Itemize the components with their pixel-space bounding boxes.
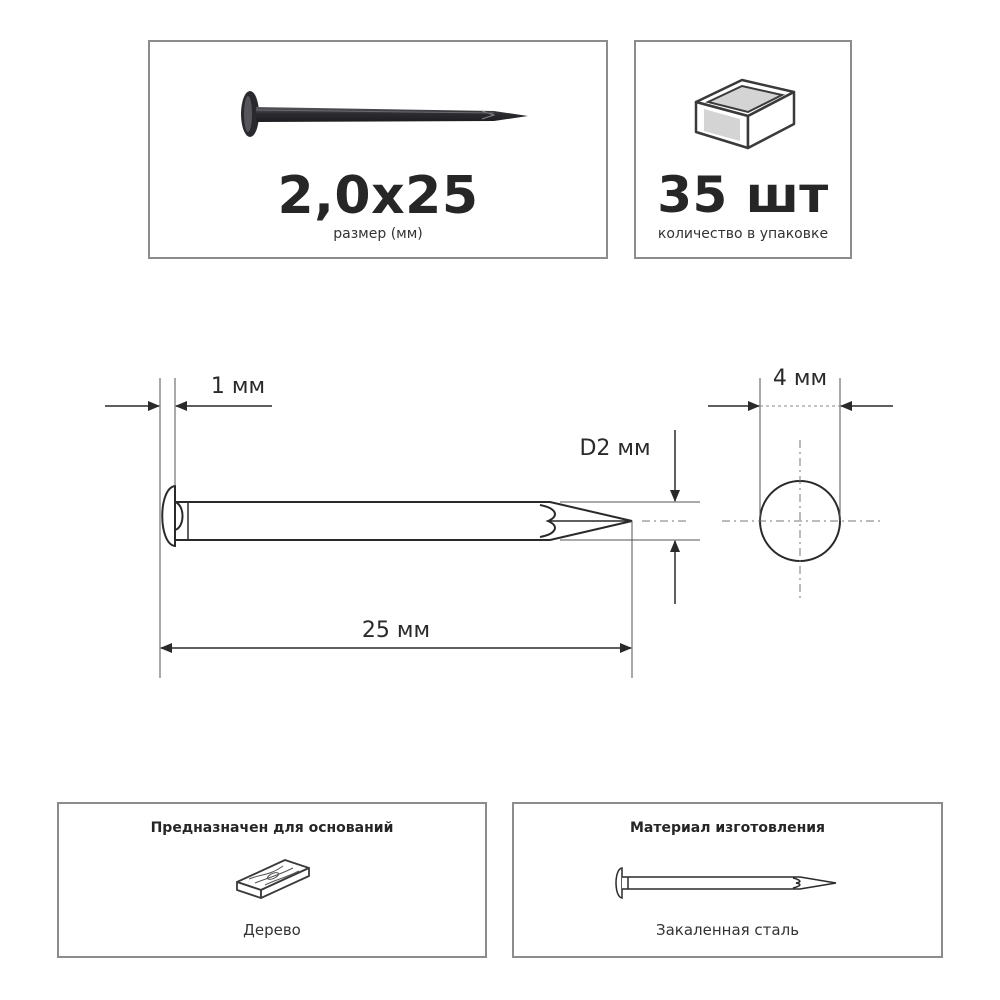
box-icon bbox=[690, 64, 800, 154]
quantity-caption: количество в упаковке bbox=[657, 226, 829, 242]
dim-diameter-label: D2 мм bbox=[579, 436, 651, 461]
dim-length-label: 25 мм bbox=[361, 618, 431, 643]
material-card bbox=[512, 802, 943, 958]
size-value: 2,0x25 bbox=[277, 166, 479, 226]
nail-icon bbox=[610, 866, 840, 900]
size-card bbox=[148, 40, 608, 259]
purpose-card bbox=[57, 802, 487, 958]
quantity-value: 35 шт bbox=[657, 166, 829, 224]
size-caption: размер (мм) bbox=[333, 226, 423, 242]
purpose-title: Предназначен для оснований bbox=[150, 820, 394, 836]
technical-drawing bbox=[0, 300, 1000, 720]
material-title: Материал изготовления bbox=[629, 820, 826, 836]
dim-head-thickness-label: 1 мм bbox=[210, 374, 266, 399]
dim-head-diameter-label: 4 мм bbox=[772, 366, 828, 391]
wood-plank-icon bbox=[233, 854, 313, 904]
quantity-card bbox=[634, 40, 852, 259]
nail-head-shape bbox=[162, 486, 175, 546]
material-label: Закаленная сталь bbox=[655, 921, 800, 939]
purpose-label: Дерево bbox=[243, 921, 301, 939]
nail-photo-icon bbox=[232, 84, 532, 144]
